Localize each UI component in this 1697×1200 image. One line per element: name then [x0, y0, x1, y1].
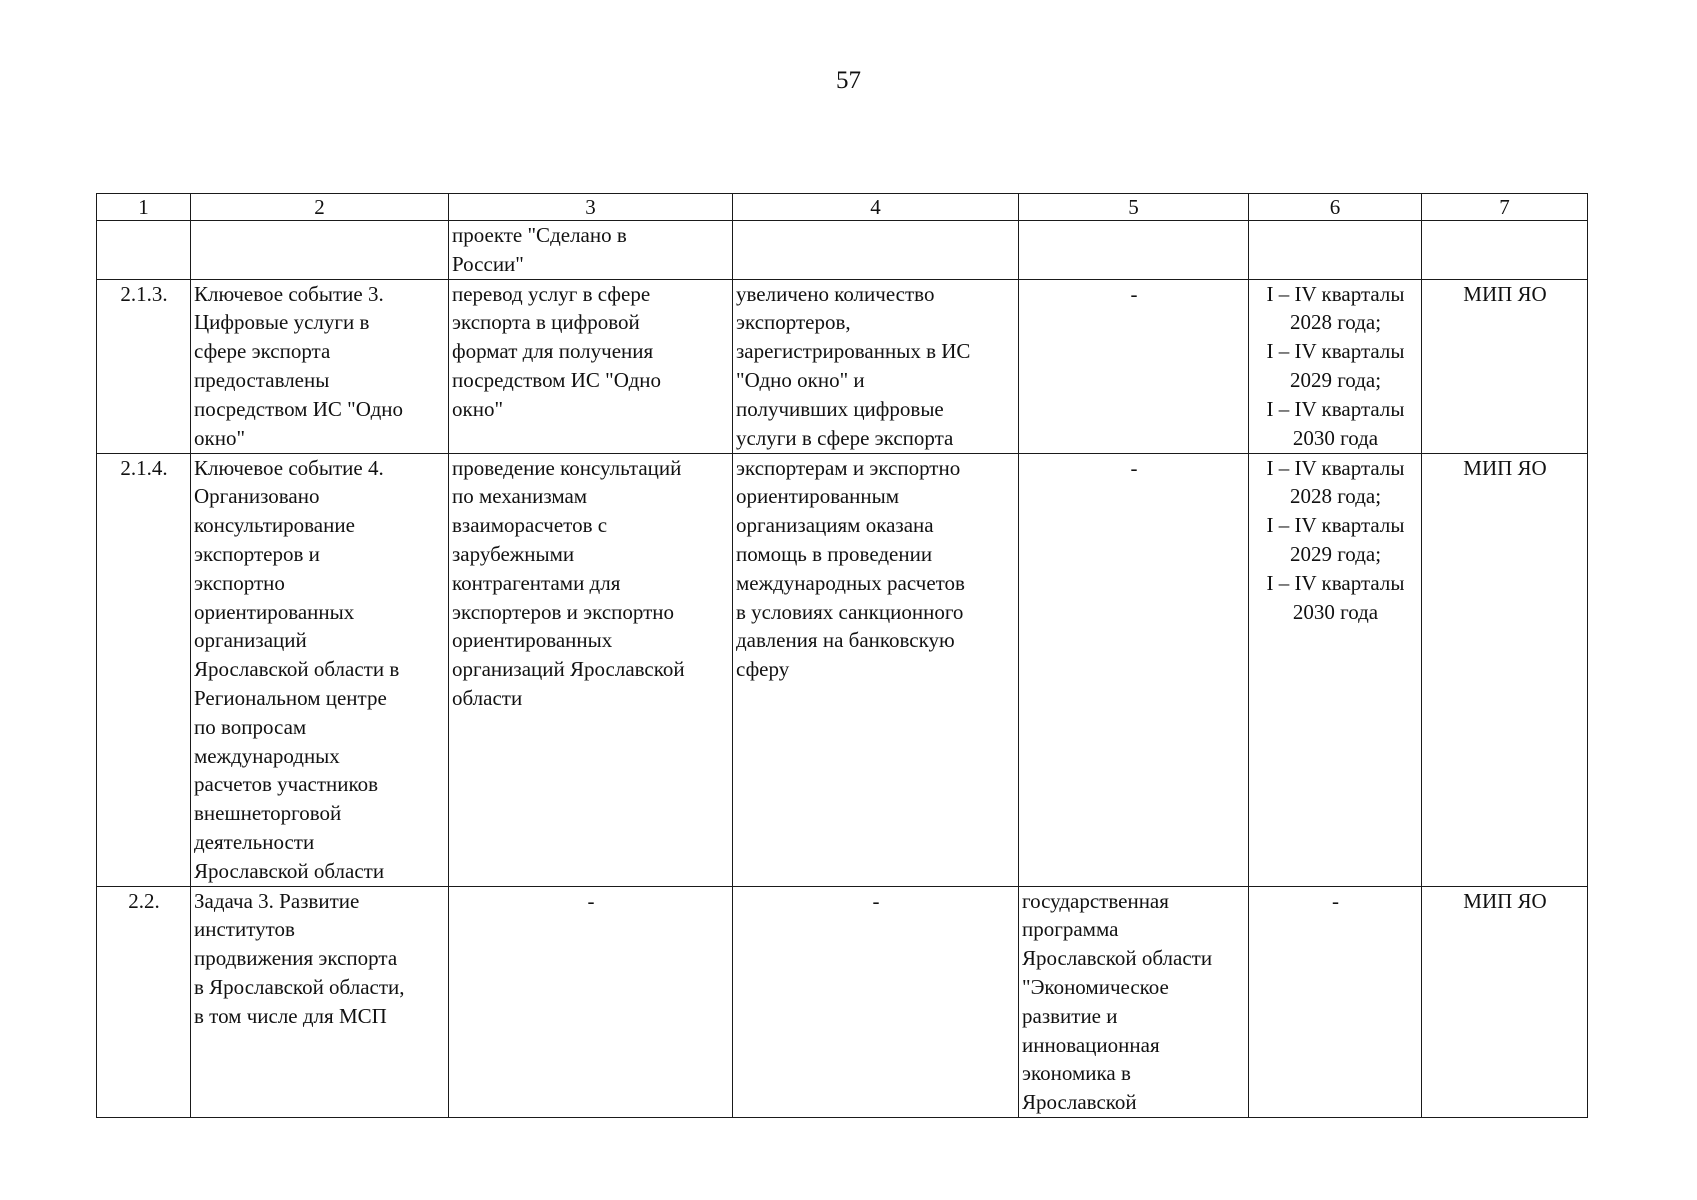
cell-num: 2.1.4.	[97, 453, 191, 886]
cell-link: государственная программа Ярославской области "Экономическое развитие и инновационная экономика в Ярославской	[1019, 886, 1249, 1117]
cell-num: 2.1.3.	[97, 279, 191, 453]
cell-result: экспортерам и экспортно ориентированным организациям оказана помощь в проведении международных расчетов в условиях санкционного давления на банковскую сферу	[733, 453, 1019, 886]
cell-name	[191, 221, 449, 280]
cell-name: Ключевое событие 4. Организовано консультирование экспортеров и экспортно ориентированных организаций Ярославской области в Региональном центре по вопросам международных расчетов участников внешнеторговой деятельности Ярославской области	[191, 453, 449, 886]
cell-responsible: МИП ЯО	[1422, 886, 1588, 1117]
column-number: 3	[449, 194, 733, 221]
column-number: 5	[1019, 194, 1249, 221]
cell-link: -	[1019, 279, 1249, 453]
cell-result: -	[733, 886, 1019, 1117]
cell-name: Задача 3. Развитие институтов продвижения экспорта в Ярославской области, в том числе для МСП	[191, 886, 449, 1117]
cell-link: -	[1019, 453, 1249, 886]
cell-link	[1019, 221, 1249, 280]
cell-description: проекте "Сделано в России"	[449, 221, 733, 280]
table-row	[97, 886, 1588, 1117]
cell-result	[733, 221, 1019, 280]
cell-num	[97, 221, 191, 280]
column-number: 7	[1422, 194, 1588, 221]
cell-description: проведение консультаций по механизмам взаиморасчетов с зарубежными контрагентами для экспортеров и экспортно ориентированных организаций Ярославской области	[449, 453, 733, 886]
cell-period: I – IV кварталы 2028 года; I – IV кварталы 2029 года; I – IV кварталы 2030 года	[1249, 453, 1422, 886]
cell-period	[1249, 221, 1422, 280]
cell-responsible: МИП ЯО	[1422, 453, 1588, 886]
table-row	[97, 221, 1588, 280]
column-number-row	[97, 194, 1588, 221]
table-row	[97, 279, 1588, 453]
cell-name: Ключевое событие 3. Цифровые услуги в сфере экспорта предоставлены посредством ИС "Одно окно"	[191, 279, 449, 453]
table-row	[97, 453, 1588, 886]
column-number: 4	[733, 194, 1019, 221]
cell-description: перевод услуг в сфере экспорта в цифровой формат для получения посредством ИС "Одно окно"	[449, 279, 733, 453]
column-number: 2	[191, 194, 449, 221]
cell-num: 2.2.	[97, 886, 191, 1117]
cell-description: -	[449, 886, 733, 1117]
cell-result: увеличено количество экспортеров, зарегистрированных в ИС "Одно окно" и получивших цифровые услуги в сфере экспорта	[733, 279, 1019, 453]
column-number: 1	[97, 194, 191, 221]
cell-responsible: МИП ЯО	[1422, 279, 1588, 453]
column-number: 6	[1249, 194, 1422, 221]
cell-period: I – IV кварталы 2028 года; I – IV кварталы 2029 года; I – IV кварталы 2030 года	[1249, 279, 1422, 453]
page-number: 57	[836, 67, 861, 94]
cell-period: -	[1249, 886, 1422, 1117]
activity-plan-table	[96, 193, 1588, 1118]
cell-responsible	[1422, 221, 1588, 280]
